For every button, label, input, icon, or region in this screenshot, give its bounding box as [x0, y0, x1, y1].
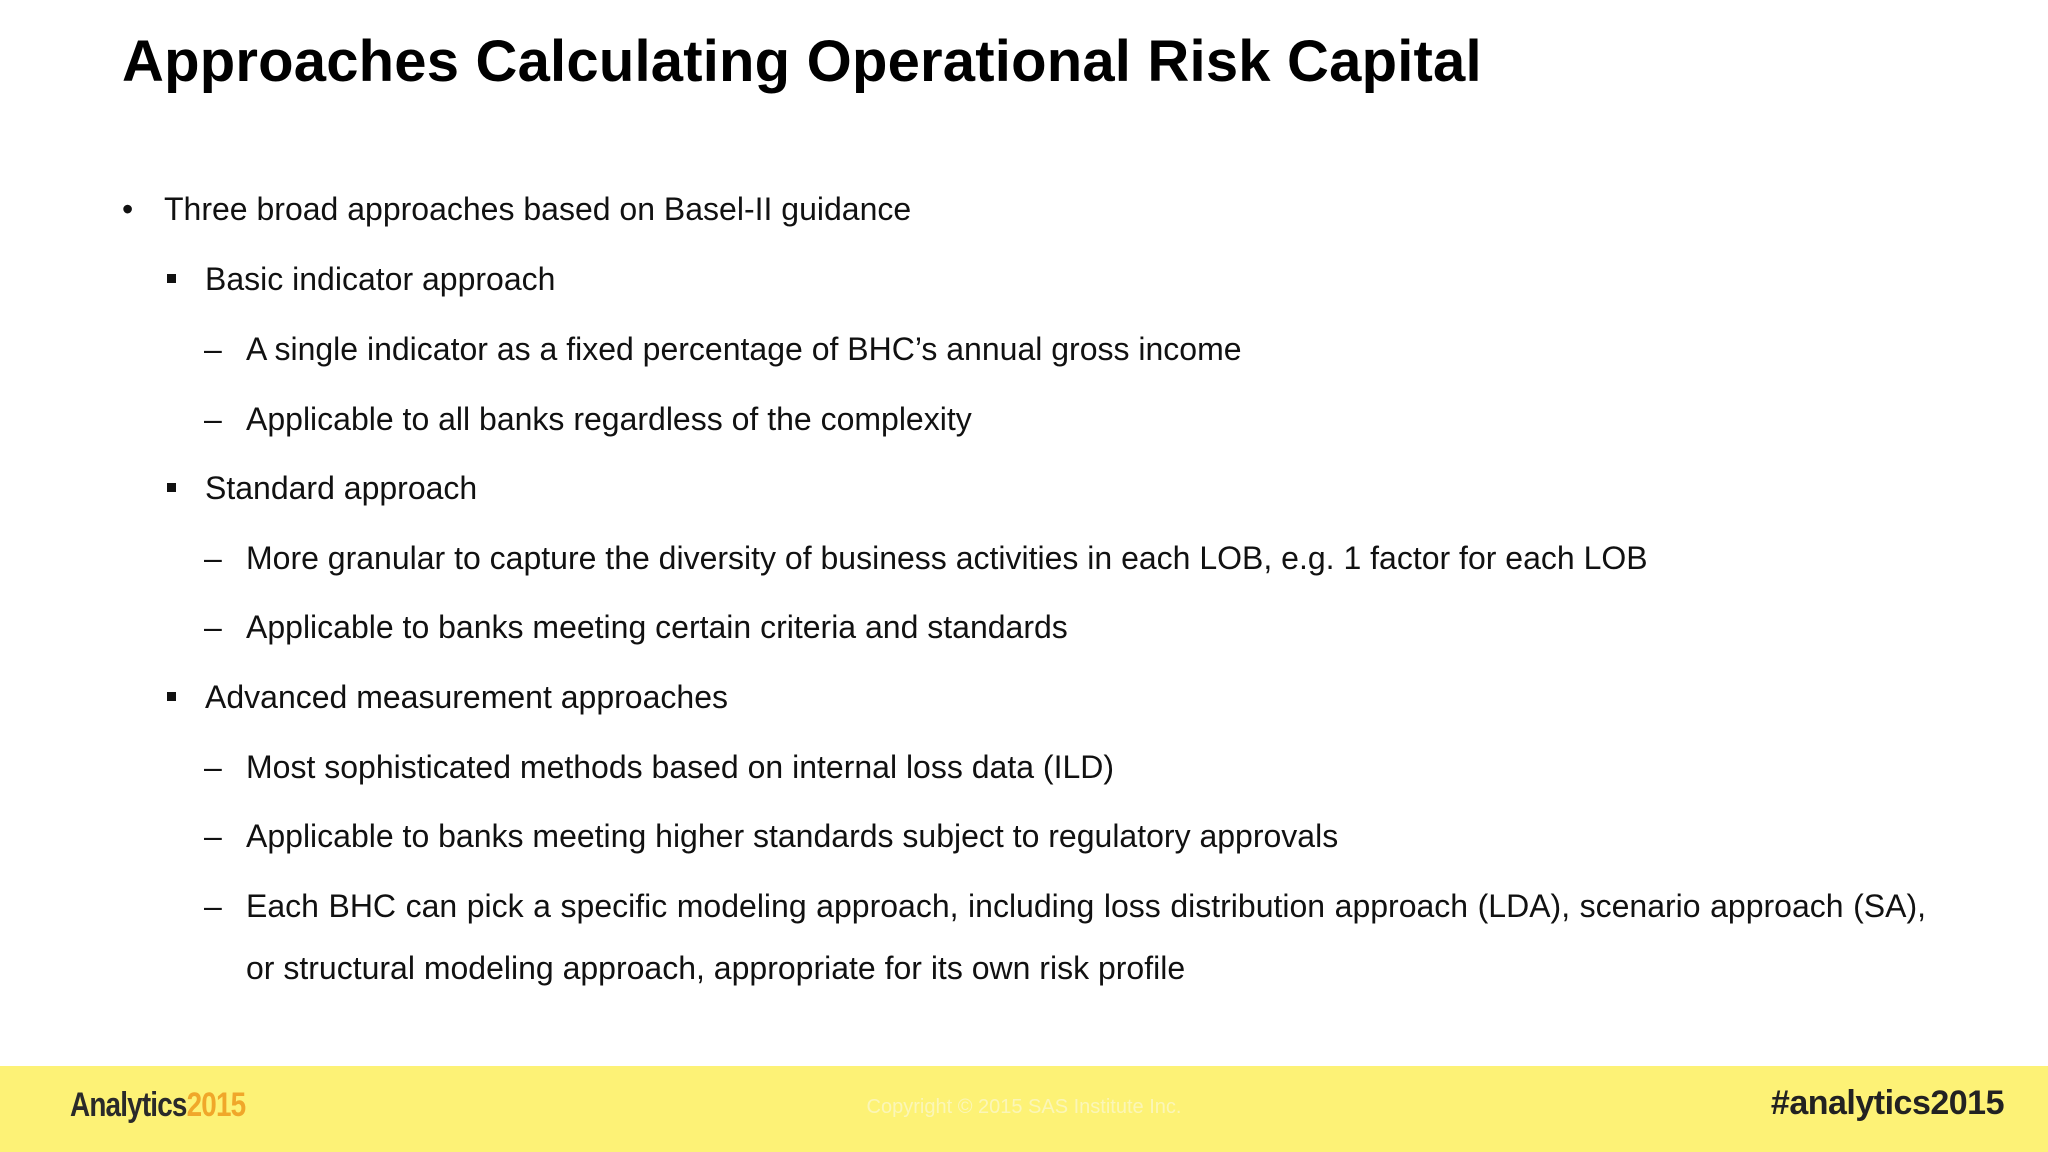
copyright-notice: Copyright © 2015 SAS Institute Inc.: [866, 1096, 1182, 1118]
bullet-advanced-item: Each BHC can pick a specific modeling approach, including loss distribution approach (LDA), scenario approach (SA), or structural modeling approach, appropriate for its own risk profile: [246, 888, 1926, 986]
bullet-advanced-measurement: Advanced measurement approaches: [205, 679, 728, 715]
bullet-standard-item: Applicable to banks meeting certain criteria and standards: [246, 609, 1068, 645]
bullet-square: [167, 692, 176, 701]
bullet-dash: –: [204, 540, 222, 576]
bullet-basic-item: A single indicator as a fixed percentage of BHC’s annual gross income: [246, 331, 1242, 367]
bullet-dash: –: [204, 401, 222, 437]
bullet-standard-approach: Standard approach: [205, 470, 478, 506]
bullet-basic-indicator: Basic indicator approach: [205, 261, 556, 297]
bullet-dash: –: [204, 609, 222, 645]
bullet-basic-item: Applicable to all banks regardless of the complexity: [246, 401, 972, 437]
bullet-level1: Three broad approaches based on Basel-II guidance: [164, 191, 912, 227]
bullet-standard-item: More granular to capture the diversity of business activities in each LOB, e.g. 1 factor for each LOB: [246, 540, 1648, 576]
hashtag: #analytics2015: [1770, 1084, 2004, 1122]
bullet-advanced-item: Most sophisticated methods based on internal loss data (ILD): [246, 749, 1115, 785]
bullet-dot: •: [122, 191, 134, 227]
bullet-dash: –: [204, 818, 222, 854]
footer-band: [0, 1066, 2048, 1152]
bullet-square: [167, 483, 176, 492]
bullet-dash: –: [204, 888, 222, 924]
logo-year: 2015: [186, 1086, 246, 1124]
logo-text: Analytics: [70, 1086, 187, 1124]
slide-title: Approaches Calculating Operational Risk Capital: [122, 29, 1482, 94]
bullet-advanced-item: Applicable to banks meeting higher standards subject to regulatory approvals: [246, 818, 1339, 854]
bullet-dash: –: [204, 331, 222, 367]
bullet-square: [167, 274, 176, 283]
bullet-dash: –: [204, 749, 222, 785]
